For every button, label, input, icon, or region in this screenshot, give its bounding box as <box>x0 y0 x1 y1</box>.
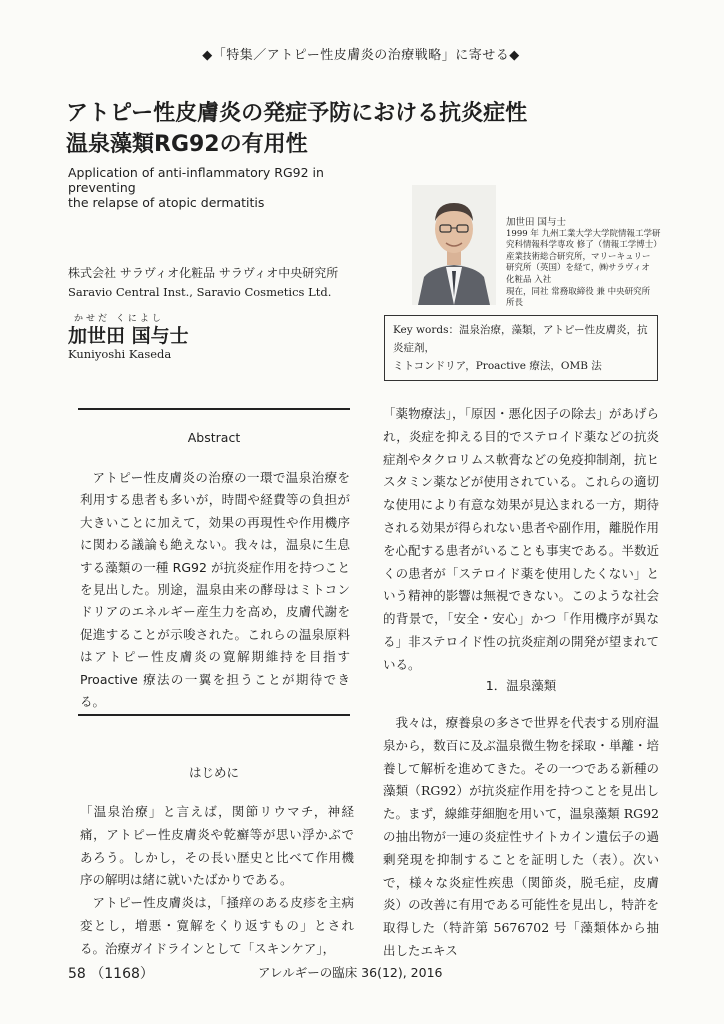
abstract-top-rule <box>78 408 350 410</box>
intro-paragraph-1: 「温泉治療」と言えば，関節リウマチ，神経痛，アトピー性皮膚炎や乾癬等が思い浮かぶであろう。しかし，その長い歴史と比べて作用機序の解明は緒に就いたばかりである。 <box>80 804 354 888</box>
bio-line: 究科情報科学専攻 修了（情報工学博士） <box>506 240 662 251</box>
author-photo <box>412 185 496 305</box>
bio-line: 産業技術総合研究所，マリーキュリー <box>506 251 651 262</box>
intro-paragraph-2: アトピー性皮膚炎は，「掻痒のある皮疹を主病変とし，増悪・寛解をくり返すもの」とされる。治療ガイドラインとして「スキンケア」， <box>80 895 354 956</box>
author-name: 加世田 国与士 <box>68 325 189 347</box>
bio-name: 加世田 国与士 <box>506 217 567 228</box>
journal-citation: アレルギーの臨床 36(12), 2016 <box>258 965 443 980</box>
abstract-text: アトピー性皮膚炎の治療の一環で温泉治療を利用する患者も多いが，時間や経費等の負担が大きいことに加えて，効果の再現性や作用機序に関わる議論も絶えない。我々は，温泉に生息する藻類の一種 RG92 が抗炎症作用を持つことを見出した。別途，温泉由来の酵母はミトコンドリアのエネルギー産生力を高め，皮膚代謝を促進することが示唆された。これらの温泉原料はアトピー性皮膚炎の寛解期維持を目指す Proactive 療法の一翼を担うことが期待できる。 <box>80 470 350 710</box>
section-1-heading: 1．温泉藻類 <box>485 678 557 693</box>
portrait-illustration <box>412 185 496 305</box>
bio-line: 所長 <box>506 298 524 309</box>
english-title-line-2: the relapse of atopic dermatitis <box>68 195 265 210</box>
affiliation-japanese: 株式会社 サラヴィオ化粧品 サラヴィオ中央研究所 <box>68 266 339 280</box>
english-title-line-1: Application of anti-inflammatory RG92 in preventing <box>68 165 324 195</box>
keywords-box <box>384 315 658 381</box>
bio-line: 1999 年 九州工業大学大学院情報工学研 <box>506 228 661 239</box>
intro-body <box>80 801 354 961</box>
author-biography <box>506 217 664 310</box>
keywords-line-2: ミトコンドリア，Proactive 療法，OMB 法 <box>393 360 602 372</box>
bio-line: 研究所（英国）を経て，㈱サラヴィオ <box>506 263 650 274</box>
right-paragraph-1: 「薬物療法」，「原因・悪化因子の除去」があげられ，炎症を抑える目的でステロイド薬などの抗炎症剤やタクロリムス軟膏などの免疫抑制剤，抗ヒスタミン薬などが使用されている。これらの適切な使用により有意な効果が見込まれる一方，期待される効果が得られない患者や副作用，離脱作用を心配する患者がいることも事実である。半数近くの患者が「ステロイド薬を使用したくない」という精神的影響は無視できない。このような社会的背景で，「安全・安心」かつ「作用機序が異なる」非ステロイド性の抗炎症剤の開発が望まれている。 <box>383 406 659 672</box>
right-paragraph-2: 我々は，療養泉の多さで世界を代表する別府温泉から，数百に及ぶ温泉微生物を採取・単離・培養して解析を進めてきた。その一つである新種の藻類（RG92）が抗炎症作用を持つことを見出した。まず，線維芽細胞を用いて，温泉藻類 RG92 の抽出物が一連の炎症性サイトカイン遺伝子の過剰発現を抑制することを証明した（表）。次いで，様々な炎症性疾患（関節炎，脱毛症，皮膚炎）の改善に有用である可能性を見出し，特許を取得した（特許第 5676702 号「藻類体から抽出したエキス <box>383 715 659 958</box>
affiliation-english: Saravio Central Inst., Saravio Cosmetics Ltd. <box>68 285 332 299</box>
title-line-1: アトピー性皮膚炎の発症予防における抗炎症性 <box>66 101 528 126</box>
author-name-english: Kuniyoshi Kaseda <box>68 347 172 361</box>
keywords-line-1: Key words：温泉治療，藻類，アトピー性皮膚炎，抗炎症剤， <box>393 324 648 354</box>
series-header: ◆「特集／アトピー性皮膚炎の治療戦略」に寄せる◆ <box>202 48 520 63</box>
abstract-bottom-rule <box>78 714 350 716</box>
english-title <box>68 165 388 210</box>
title-line-2: 温泉藻類RG92の有用性 <box>66 132 308 157</box>
intro-heading: はじめに <box>188 765 239 780</box>
bio-line: 現在，同社 常務取締役 兼 中央研究所 <box>506 286 651 297</box>
article-title <box>66 98 626 160</box>
bio-line: 化粧品 入社 <box>506 274 552 285</box>
page-number: 58 （1168） <box>68 966 154 982</box>
abstract-heading: Abstract <box>187 430 241 445</box>
author-ruby: かせだ くによし <box>74 314 164 324</box>
